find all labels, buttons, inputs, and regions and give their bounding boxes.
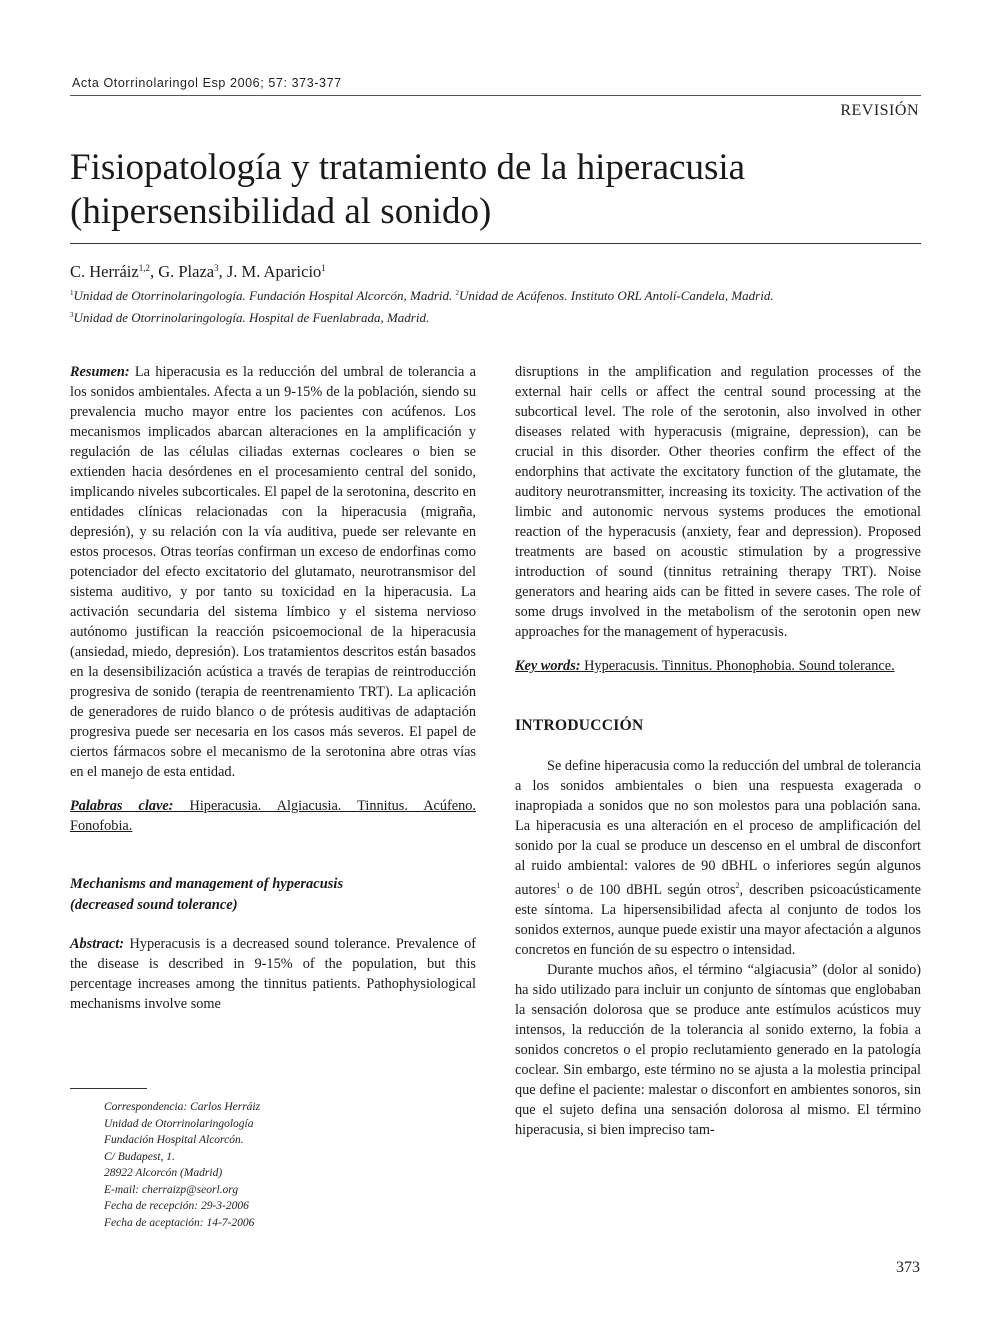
affiliation-text: Unidad de Otorrinolaringología. Hospital de Fuenlabrada, Madrid. [73,310,430,325]
citation-ref: 1 [556,881,561,890]
correspondence-line: C/ Budapest, 1. [104,1150,175,1163]
english-title-line-1: Mechanisms and management of hyperacusis [70,876,344,892]
title-rule [70,243,921,244]
journal-citation: Acta Otorrinolaringol Esp 2006; 57: 373-377 [72,76,342,90]
header-rule [70,95,921,96]
citation-ref: 2 [735,881,740,890]
section-label: REVISIÓN [840,102,919,119]
author-affiliation-ref: 3 [214,263,219,273]
key-words [515,656,921,676]
palabras-clave-label: Palabras clave: [70,798,174,814]
left-column [70,362,476,1014]
english-title-line-2: (decreased sound tolerance) [70,897,238,913]
intro-paragraph-1 [515,756,921,960]
palabras-clave [70,796,476,836]
correspondence-line: 28922 Alcorcón (Madrid) [104,1167,223,1179]
intro-text: o de 100 dBHL según otros [560,882,736,898]
correspondence-line: Fundación Hospital Alcorcón. [104,1134,244,1146]
palabras-clave-text: Hiperacusia. Algiacusia. Tinnitus. Acúfeno. Fonofobia. [70,798,476,834]
page-number: 373 [896,1259,920,1276]
affiliation-marker: 3 [70,311,74,319]
author-name: C. Herráiz [70,262,139,281]
intro-text: , describen psicoacústicamente este síntoma. La hipersensibilidad afecta al conjunto de todos los sonidos externos, aunque puede existir una mayor afectación a algunos concretos en función de su espectro o intensidad. [515,882,921,958]
author-name: J. M. Aparicio [226,262,322,281]
resumen-paragraph [70,362,476,782]
correspondence-email: E-mail: cherraizp@seorl.org [104,1183,239,1196]
author-list [70,262,326,282]
intro-paragraph-2: Durante muchos años, el término “algiacusia” (dolor al sonido) ha sido utilizado para incluir un conjunto de síntomas que englobaban la sensación dolorosa que se produce ante estímulos acústicos muy intensos, la reducción de la tolerancia al sonido externo, la fobia a sonidos concretos o el propio reclutamiento generado en la patología coclear. Sin embargo, este término no se ajusta a la molestia principal que define el paciente: malestar o disconfort en ambientes sonoros, sin que el sujeto defina una sensación dolorosa al mismo. El término hiperacusia, si bien impreciso tam- [515,962,921,1138]
abstract-continuation: disruptions in the amplification and regulation processes of the external hair cells or affect the central sound processing at the subcortical level. The role of the serotonin, also involved in other diseases related with hyperacusis (migraine, depression), can be crucial in this disorder. Other theories confirm the effect of the endorphins that activate the excitatory function of the glutamate, the auditory neurotransmitter, increasing its toxicity. The activation of the limbic and autonomic nervous systems produces the emotional reaction of the hyperacusis (anxiety, fear and depression). Proposed treatments are based on acoustic stimulation by a progressive introduction of sound (tinnitus retraining therapy TRT). Noise generators and hearing aids can be fitted in severe cases. The role of some drugs involved in the metabolism of the serotonin open new approaches for the management of hyperacusis. [515,364,921,640]
author-separator: , [218,262,227,281]
received-date: Fecha de recepción: 29-3-2006 [104,1200,249,1212]
correspondence-line: Unidad de Otorrinolaringología [104,1117,254,1130]
affiliation-text: Unidad de Otorrinolaringología. Fundación Hospital Alcorcón, Madrid. [73,288,456,303]
key-words-text: Hyperacusis. Tinnitus. Phonophobia. Sound tolerance. [580,658,895,674]
affiliation-text: Unidad de Acúfenos. Instituto ORL Antolí-Candela, Madrid. [459,288,774,303]
article-title [70,146,930,234]
title-line-2: (hipersensibilidad al sonido) [70,191,492,232]
abstract-paragraph [70,934,476,1014]
correspondence-line: Correspondencia: Carlos Herráiz [104,1101,261,1113]
affiliation-line-1 [70,288,774,304]
footnote-rule [70,1088,147,1089]
affiliation-marker: 1 [70,289,74,297]
author-separator: , [149,262,159,281]
abstract-text-start: Hyperacusis is a decreased sound tolerance. Prevalence of the disease is described in 9-15% of the population, but this percentage increases among the tinnitus patients. Pathophysiological mechanisms involve some [70,936,476,1012]
correspondence-block [104,1099,260,1231]
abstract-label: Abstract: [70,936,125,952]
affiliation-marker: 2 [455,289,460,297]
resumen-label: Resumen: [70,364,130,380]
key-words-label: Key words: [515,658,581,674]
introduccion-heading: INTRODUCCIÓN [515,717,644,734]
english-title [70,874,476,916]
author-affiliation-ref: 1 [321,263,326,273]
title-line-1: Fisiopatología y tratamiento de la hiperacusia [70,147,746,188]
affiliation-line-2 [70,310,429,326]
author-affiliation-ref: 1,2 [138,263,150,273]
intro-text: Se define hiperacusia como la reducción del umbral de tolerancia a los sonidos ambientales o bien una respuesta exagerada o inapropiada a sonidos que no son molestos para una población sana. La hiperacusia es una alteración en el proceso de amplificación del sonido por la cual se produce un descenso en el umbral de disconfort al ruido ambiental: valores de 90 dBHL o inferiores según algunos autores [515,758,921,898]
author-name: G. Plaza [158,262,215,281]
right-column [515,362,921,1140]
resumen-text: La hiperacusia es la reducción del umbral de tolerancia a los sonidos ambientales. Afecta a un 9-15% de la población, siendo su prevalencia mucho mayor entre los pacientes con acúfenos. Los mecanismos implicados abarcan alteraciones en la amplificación y regulación de las células ciliadas externas cocleares o bien se extienden hacia desórdenes en el procesamiento central del sonido, implicando niveles subcorticales. El papel de la serotonina, descrito en entidades clínicas relacionadas con la hiperacusia (migraña, depresión), y su relación con la vía auditiva, puede ser relevante en estos procesos. Otras teorías confirman un exceso de endorfinas como potenciador del efecto excitatorio del glutamato, neurotransmisor del sistema auditivo, y por tanto su toxicidad en la hiperacusia. La activación secundaria del sistema límbico y el sistema nervioso autónomo justifican la reacción psicoemocional de la hiperacusia (ansiedad, miedo, depresión). Los tratamientos descritos están basados en la desensibilización acústica a través de terapias de reintroducción progresiva de sonido (terapia de reentrenamiento TRT). La aplicación de generadores de ruido blanco o de prótesis auditivas de adaptación progresiva puede ser necesaria en los casos más severos. El papel de ciertos fármacos sobre el mecanismo de la serotonina abre otras vías en el manejo de esta entidad. [70,364,476,780]
accepted-date: Fecha de aceptación: 14-7-2006 [104,1216,255,1229]
